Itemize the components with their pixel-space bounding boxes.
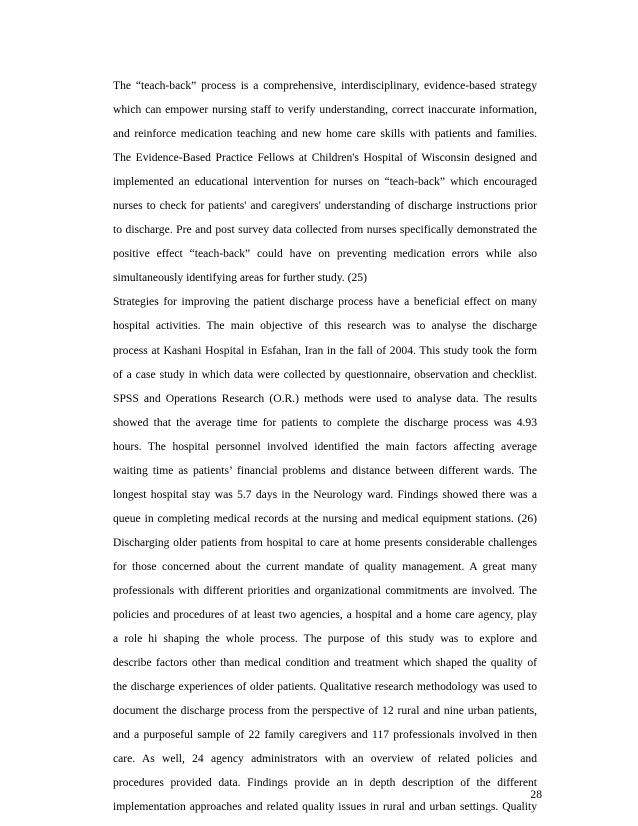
paragraph-discharge-strategies: [113, 290, 537, 530]
text-line: the discharge experiences of older patients. Qualitative research methodology was used to: [113, 680, 537, 694]
paragraph-teach-back: [113, 74, 537, 290]
text-line: document the discharge process from the perspective of 12 rural and nine urban patients,: [113, 704, 537, 718]
paragraph-older-patients: [113, 531, 537, 820]
text-line: The Evidence-Based Practice Fellows at Children's Hospital of Wisconsin designed and: [113, 151, 537, 165]
text-line: simultaneously identifying areas for further study. (25): [113, 271, 367, 285]
text-line: care. As well, 24 agency administrators with an overview of related policies and: [113, 752, 537, 766]
text-line: and reinforce medication teaching and new home care skills with patients and families.: [113, 127, 537, 141]
text-line: a role hi shaping the whole process. The purpose of this study was to explore and: [113, 632, 537, 646]
text-line: hospital activities. The main objective of this research was to analyse the discharge: [113, 319, 537, 333]
body-text: [113, 74, 537, 819]
text-line: positive effect “teach-back” could have on preventing medication errors while also: [113, 247, 537, 261]
text-line: Strategies for improving the patient discharge process have a beneficial effect on many: [113, 295, 537, 309]
text-line: for those concerned about the current mandate of quality management. A great many: [113, 559, 537, 573]
text-line: and a purposeful sample of 22 family caregivers and 117 professionals involved in then: [113, 728, 537, 742]
text-line: describe factors other than medical condition and treatment which shaped the quality of: [113, 656, 537, 670]
text-line: The “teach-back” process is a comprehensive, interdisciplinary, evidence-based strategy: [113, 79, 537, 92]
text-line: of a case study in which data were collected by questionnaire, observation and checklist.: [113, 367, 537, 381]
text-line: implementation approaches and related quality issues in rural and urban settings. Quality: [113, 800, 537, 814]
text-line: longest hospital stay was 5.7 days in the Neurology ward. Findings showed there was a: [113, 487, 537, 501]
text-line: nurses to check for patients' and caregivers' understanding of discharge instructions prior: [113, 199, 537, 213]
text-line: queue in completing medical records at the nursing and medical equipment stations. (26): [113, 511, 537, 525]
text-line: waiting time as patients’ financial problems and distance between different wards. The: [113, 463, 537, 477]
text-line: to discharge. Pre and post survey data collected from nurses specifically demonstrated the: [113, 223, 537, 237]
text-line: process at Kashani Hospital in Esfahan, Iran in the fall of 2004. This study took the form: [113, 343, 537, 357]
text-line: which can empower nursing staff to verify understanding, correct inaccurate information,: [113, 103, 537, 117]
text-line: Discharging older patients from hospital to care at home presents considerable challenges: [113, 535, 537, 549]
text-line: SPSS and Operations Research (O.R.) methods were used to analyse data. The results: [113, 391, 537, 405]
text-line: hours. The hospital personnel involved identified the main factors affecting average: [113, 439, 537, 453]
page-number: 28: [530, 788, 542, 801]
text-line: policies and procedures of at least two agencies, a hospital and a home care agency, play: [113, 608, 537, 622]
text-line: implemented an educational intervention for nurses on “teach-back” which encouraged: [113, 175, 537, 189]
text-line: showed that the average time for patients to complete the discharge process was 4.93: [113, 415, 537, 429]
text-line: professionals with different priorities and organizational commitments are involved. The: [113, 583, 537, 597]
text-line: procedures provided data. Findings provide an in depth description of the different: [113, 776, 537, 790]
